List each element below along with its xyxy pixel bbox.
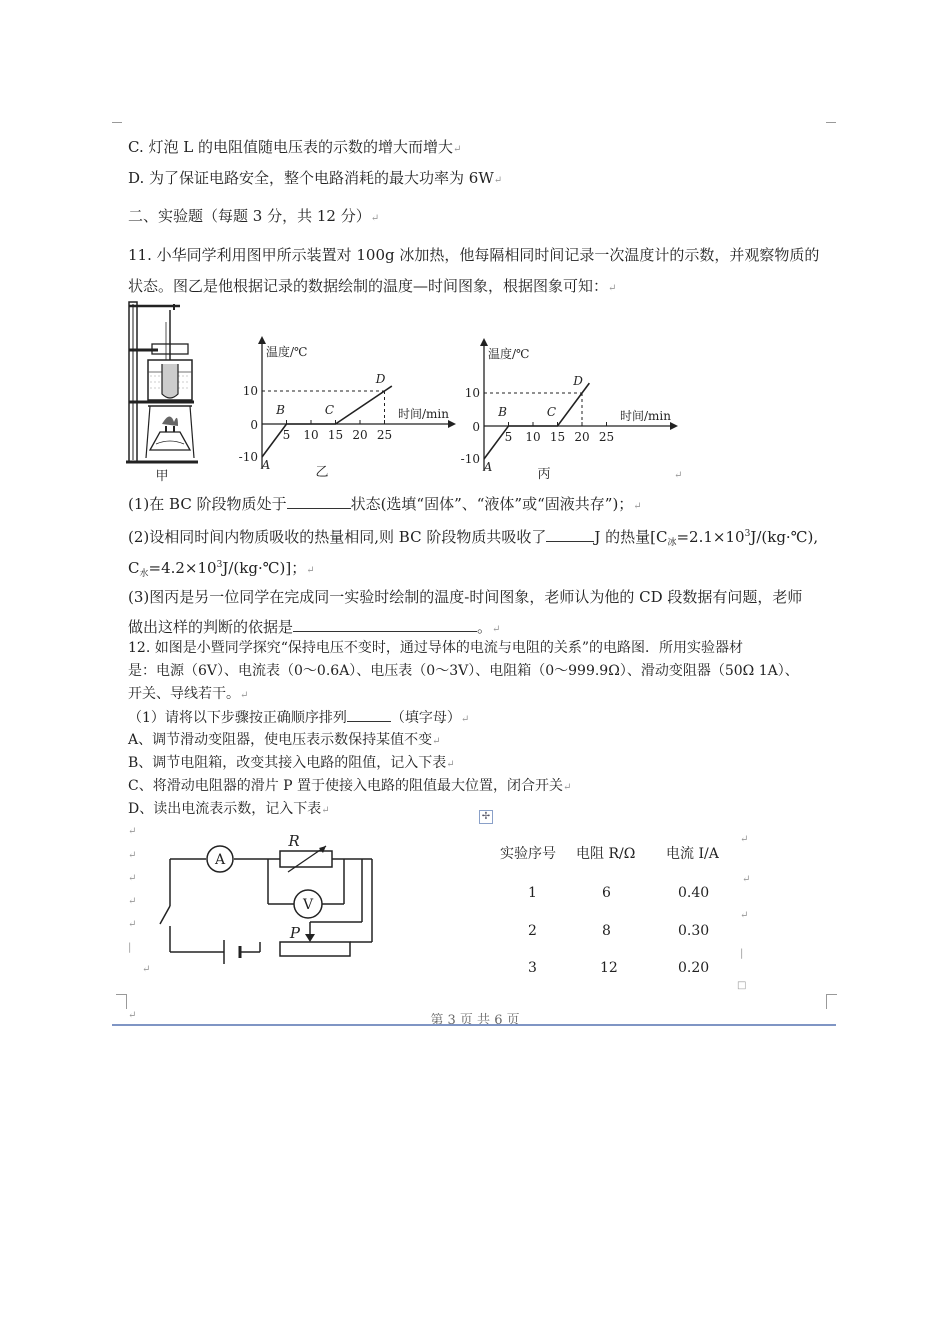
q11-part1: (1)在 BC 阶段物质处于 状态(选填“固体”、“液体”或“固液共存”)；↵: [128, 495, 642, 513]
option-d: D. 为了保证电路安全，整个电路消耗的最大功率为 6W↵: [128, 169, 503, 187]
q12-stem-line2: 是：电源（6V）、电流表（0～0.6A）、电压表（0～3V）、电阻箱（0～999.9Ω）、滑动变阻器（50Ω 1A）、: [128, 663, 799, 679]
exam-page: C. 灯泡 L 的电阻值随电压表的示数的增大而增大↵ D. 为了保证电路安全，整个电路消耗的最大功率为 6W↵ 二、实验题（每题 3 分，共 12 分）↵ 11. 小华同学利用图甲所示装置对 100g 冰加热，他每隔相同时间记录一次温度计的示数，并观察物质的 状态。图乙是他根据记录的数据绘制的温度—时间图象，根据图象可知：↵ 甲 温度/℃ 时间/min 5 10 15 20 25 10 0 -10 A B C D 乙 温度/℃ 时间/min 5 10 15 20 25 10 0 -10 A B C D 丙 ↵ (1)在 BC 阶段物质处于 状态(选填“固体”、“液体”或“固液共存”)；↵ (2)设相同时间内物质吸收的热量相同,则 BC 阶段物质共吸收了 J 的热量[$C_冰=2.1\times 10^3J/(kg\cdot℃)$, $C_水=4.2\times 10^3J/(kg\cdot℃)$]；↵ (3)图丙是另一位同学在完成同一实验时绘制的温度-时间图象，老师认为他的 CD 段数据有问题，老师 做出这样的判断的依据是 。↵ 12. 如图是小暨同学探究“保持电压不变时，通过导体的电流与电阻的关系”的电路图．所用实验器材 是：电源（6V）、电流表（0～0.6A）、电压表（0～3V）、电阻箱（0～999.9Ω）、滑动变阻器（50Ω 1A）、 开关、导线若干。↵ （1）请将以下步骤按正确顺序排列 （填字母）↵ A、调节滑动变阻器，使电压表示数保持某值不变↵ B、调节电阻箱，改变其接入电路的阻值，记入下表↵ C、将滑动电阻器的滑片 P 置于使接入电路的阻值最大位置，闭合开关↵ D、读出电流表示数，记入下表↵ ✢ ↵ ↵ ↵ ↵ ↵ | ↵ A R V P 实验序号 电阻 R/Ω 电流 I/A 1 6 0.40 2 8 0.30 3 12 0.20 ↵ ↵ ↵ | □ ↵ 第 3 页 共 6 页: [0, 0, 950, 1344]
page-bottom-rule: [112, 1024, 836, 1026]
point-label-d: D: [375, 372, 386, 386]
table-move-handle-icon[interactable]: ✢: [479, 810, 493, 824]
table-cell: 0.40: [678, 885, 710, 901]
answer-blank-4[interactable]: [347, 707, 391, 722]
table-cell: 0.20: [678, 960, 710, 976]
data-series-extension: [582, 383, 589, 393]
q11-part3-line1: (3)图丙是另一位同学在完成同一实验时绘制的温度-时间图象，老师认为他的 CD 段数据有问题，老师: [128, 588, 803, 606]
q11-part2-cont: $C_水=4.2\times 10^3J/(kg\cdot℃)$]；↵: [128, 559, 315, 579]
x-tick-label: 25: [376, 428, 393, 442]
table-row: [496, 885, 746, 905]
y-axis-label: 温度/℃: [488, 347, 530, 361]
voltmeter-label: V: [302, 897, 314, 913]
table-row: [496, 923, 746, 943]
point-label-a: A: [483, 460, 493, 474]
section-title: 二、实验题（每题 3 分，共 12 分）↵: [128, 207, 380, 225]
page-footer: 第 3 页 共 6 页: [430, 1013, 520, 1028]
corner-mark-tr: [826, 122, 836, 133]
x-tick-label: 10: [303, 428, 319, 442]
y-tick-label: 0: [472, 420, 480, 434]
q11-part3-line2: 做出这样的判断的依据是 。↵: [128, 618, 501, 636]
x-tick-label: 15: [327, 428, 344, 442]
table-cell: 0.30: [678, 923, 710, 939]
point-label-b: B: [498, 405, 507, 419]
slider-label: P: [289, 924, 300, 942]
q11-stem-line1: 11. 小华同学利用图甲所示装置对 100g 冰加热，他每隔相同时间记录一次温度计的示数，并观察物质的: [128, 246, 820, 264]
q11-part2: (2)设相同时间内物质吸收的热量相同,则 BC 阶段物质共吸收了 J 的热量[$C_冰=2.1\times 10^3J/(kg\cdot℃)$,: [128, 528, 819, 548]
figure-caption: 丙: [537, 467, 551, 482]
resistor-label: R: [288, 832, 300, 850]
answer-blank-2[interactable]: [546, 527, 594, 542]
table-header-index: 实验序号: [500, 846, 556, 862]
step-a: A、调节滑动变阻器，使电压表示数保持某值不变↵: [128, 732, 441, 748]
ammeter-label: A: [214, 852, 226, 868]
y-tick-label: 10: [464, 386, 480, 400]
y-axis-arrow: [258, 336, 266, 344]
fig-label-jia: 甲: [155, 469, 169, 484]
q11-stem-line2: 状态。图乙是他根据记录的数据绘制的温度—时间图象，根据图象可知：↵: [128, 277, 617, 295]
corner-mark-br: [826, 994, 837, 1009]
q12-stem-line3: 开关、导线若干。↵: [128, 686, 249, 702]
point-label-c: C: [324, 403, 335, 417]
y-axis-label: 温度/℃: [266, 345, 308, 359]
x-tick-label: 25: [598, 430, 615, 444]
answer-blank-1[interactable]: [287, 494, 351, 509]
x-tick-label: 15: [549, 430, 566, 444]
table-cell: 1: [528, 885, 537, 901]
table-cell: 12: [600, 960, 618, 976]
temperature-chart-bing: [448, 332, 680, 482]
y-tick-label: -10: [238, 450, 258, 464]
answer-blank-3[interactable]: [293, 617, 477, 632]
y-axis-arrow: [480, 338, 488, 346]
point-label-c: C: [546, 405, 557, 419]
apparatus-figure: [126, 298, 198, 484]
temperature-chart-yi: [226, 330, 458, 480]
x-tick-label: 5: [504, 430, 513, 444]
x-axis-label: 时间/min: [398, 407, 449, 421]
table-cell: 6: [602, 885, 611, 901]
y-tick-label: -10: [460, 452, 480, 466]
q12-sub1: （1）请将以下步骤按正确顺序排列 （填字母）↵: [128, 707, 469, 730]
table-cell: 8: [602, 923, 611, 939]
x-tick-label: 5: [282, 428, 291, 442]
point-label-d: D: [573, 374, 583, 388]
y-tick-label: 0: [250, 418, 258, 432]
x-axis-label: 时间/min: [620, 409, 671, 423]
x-tick-label: 20: [352, 428, 368, 442]
table-cell: 2: [528, 923, 537, 939]
point-label-a: A: [261, 458, 271, 472]
point-label-b: B: [276, 403, 285, 417]
figure-caption: 乙: [315, 465, 329, 480]
corner-mark-tl: [112, 122, 122, 133]
x-tick-label: 10: [525, 430, 541, 444]
table-header-current: 电流 I/A: [666, 846, 719, 862]
step-d: D、读出电流表示数，记入下表↵: [128, 801, 330, 817]
x-tick-label: 20: [574, 430, 590, 444]
table-cell: 3: [528, 960, 537, 976]
step-c: C、将滑动电阻器的滑片 P 置于使接入电路的阻值最大位置，闭合开关↵: [128, 778, 572, 794]
table-header-row: [496, 843, 746, 863]
y-tick-label: 10: [242, 384, 258, 398]
x-axis-arrow: [670, 422, 678, 430]
step-b: B、调节电阻箱，改变其接入电路的阻值，记入下表↵: [128, 755, 455, 771]
q12-stem-line1: 12. 如图是小暨同学探究“保持电压不变时，通过导体的电流与电阻的关系”的电路图．所用实验器材: [128, 640, 744, 656]
table-header-resistance: 电阻 R/Ω: [576, 846, 636, 862]
corner-mark-bl: [116, 994, 127, 1009]
option-c: C. 灯泡 L 的电阻值随电压表的示数的增大而增大↵: [128, 138, 462, 156]
data-series-extension: [385, 386, 392, 391]
circuit-diagram: [150, 828, 382, 970]
table-row: [496, 960, 746, 980]
